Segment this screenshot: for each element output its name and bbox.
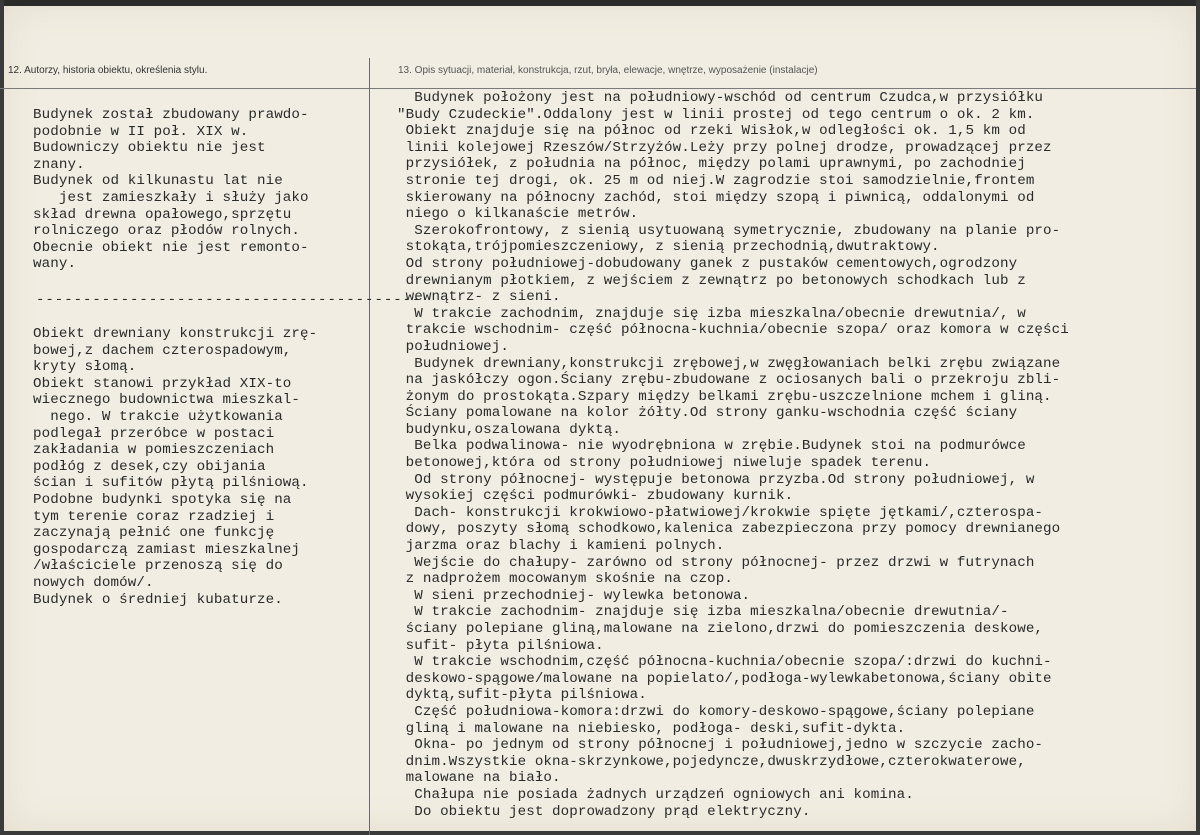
text-line: W trakcie zachodnim- znajduje się izba mieszkalna/obecnie drewutnia/- — [397, 604, 1009, 621]
text-line: Budynek o średniej kubaturze. — [33, 591, 283, 608]
scan-border-bottom — [0, 831, 1200, 835]
text-line: podłóg z desek,czy obijania — [33, 458, 266, 475]
scan-border-right — [1196, 0, 1200, 835]
text-line: W trakcie wschodnim,część północna-kuchnia/obecnie szopa/:drzwi do kuchni- — [397, 654, 1052, 671]
text-line: Okna- po jednym od strony północnej i południowej,jedno w szczycie zacho- — [397, 737, 1044, 754]
text-line: żonym do prostokąta.Szpary między belkami zrębu-uszczelnione mchem i gliną. — [397, 388, 1052, 405]
description-text — [397, 90, 1069, 820]
text-line: Obiekt drewniany konstrukcji zrę- — [33, 326, 318, 342]
text-line: dnim.Wszystkie okna-skrzynkowe,pojedyncze,dwuskrzydłowe,czterokwaterowe, — [397, 753, 1026, 770]
text-line: wiecznego budownictwa mieszkal- — [33, 392, 301, 409]
text-line: betonowej,która od strony południowej niweluje spadek terenu. — [397, 455, 932, 472]
text-line: drewnianym płotkiem, z wejściem z zewnątrz po betonowych schodkach lub z — [397, 272, 1026, 289]
text-line: kryty słomą. — [33, 359, 137, 376]
text-line: sufit- płyta pilśniowa. — [397, 637, 604, 654]
text-line: budynku,oszalowana dyktą. — [397, 421, 621, 438]
text-line: Belka podwalinowa- nie wyodrębniona w zrębie.Budynek stoi na podmurówce — [397, 438, 1026, 455]
text-line: Obiekt stanowi przykład XIX-to — [33, 375, 292, 392]
text-line: jest zamieszkały i służy jako — [33, 189, 309, 206]
text-line: Budynek drewniany,konstrukcji zrębowej,w zwęgłowaniach belki zrębu związane — [397, 355, 1061, 372]
text-line: stronie tej drogi, ok. 25 m od niej.W zagrodzie stoi samodzielnie,frontem — [397, 172, 1035, 189]
header-rule — [0, 88, 1196, 89]
text-line: wysokiej części podmurówki- zbudowany kurnik. — [397, 488, 794, 505]
text-line: przysiółek, z południa na północ, między polami uprawnymi, po zachodniej — [397, 156, 1026, 173]
text-line: gliną i malowane na niebiesko, podłoga- deski,sufit-dykta. — [397, 720, 906, 737]
text-line: dowy, poszyty słomą schodkowo,kalenica zabezpieczona przy pomocy drewnianego — [397, 521, 1061, 538]
text-line: ściany polepiane gliną,malowane na zielono,drzwi do pomieszczenia deskowe, — [397, 621, 1044, 637]
text-line: deskowo-spągowe/malowane na popielato/,podłoga-wylewkabetonowa,ściany obite — [397, 670, 1052, 687]
text-line: skierowany na północny zachód, stoi między szopą i piwnicą, oddalonymi od — [397, 189, 1035, 206]
text-line: Obecnie obiekt nie jest remonto- — [33, 239, 309, 256]
text-line: Obiekt znajduje się na północ od rzeki Wisłok,w odległości ok. 1,5 km od — [397, 123, 1026, 140]
text-line: Wejście do chałupy- zarówno od strony północnej- przez drzwi w futrynach — [397, 554, 1035, 571]
text-line: niego o kilkanaście metrów. — [397, 206, 639, 223]
text-line: linii kolejowej Rzeszów/Strzyżów.Leży przy polnej drodze, prowadzącej przez — [397, 139, 1052, 156]
text-line: Chałupa nie posiada żadnych urządzeń ogniowych ani komina. — [397, 786, 914, 803]
text-line: zaczynają pełnić one funkcję — [33, 525, 275, 542]
text-line: Od strony południowej-dobudowany ganek z pustaków cementowych,ogrodzony — [397, 255, 1018, 272]
text-line: /właściciele przenoszą się do — [33, 558, 283, 575]
text-line: nego. W trakcie użytkowania — [33, 408, 283, 425]
section-13-header: 13. Opis sytuacji, materiał, konstrukcja, rzut, bryła, elewacje, wnętrze, wyposażenie (instalacje) — [398, 65, 818, 76]
text-line: dyktą,sufit-płyta pilśniowa. — [397, 687, 647, 704]
text-line: malowane na biało. — [397, 770, 561, 787]
text-line: podlegał przeróbce w postaci — [33, 425, 275, 442]
text-line: południowej. — [397, 338, 509, 355]
text-line: Dach- konstrukcji krokwiowo-płatwiowej/krokwie spięte jętkami/,czterospa- — [397, 504, 1044, 521]
text-line: podobnie w II poł. XIX w. — [33, 123, 249, 140]
text-line: W sieni przechodniej- wylewka betonowa. — [397, 587, 751, 604]
text-line: trakcie wschodnim- część północna-kuchnia/obecnie szopa/ oraz komora w części — [397, 322, 1069, 339]
text-line: gospodarczą zamiast mieszkalnej — [33, 541, 301, 558]
text-line: "Budy Czudeckie".Oddalony jest w linii prostej od tego centrum o ok. 2 km. — [397, 106, 1035, 123]
text-line: Budynek położony jest na południowy-wschód od centrum Czudca,w przysiółku — [397, 90, 1044, 106]
text-line: Ściany pomalowane na kolor żółty.Od strony ganku-wschodnia część ściany — [397, 405, 1018, 422]
text-line: na jaskółczy ogon.Ściany zrębu-zbudowane z ociosanych bali o przekroju zbli- — [397, 372, 1061, 389]
text-line: jarzma oraz blachy i kamieni polnych. — [397, 538, 725, 555]
scan-border-left — [0, 0, 4, 835]
text-line: wany. — [33, 256, 77, 273]
text-line: Budynek został zbudowany prawdo- — [33, 107, 309, 123]
section-12-header: 12. Autorzy, historia obiektu, określenia stylu. — [8, 65, 208, 76]
text-line: znany. — [33, 156, 85, 173]
text-line: W trakcie zachodnim, znajduje się izba mieszkalna/obecnie drewutnia/, w — [397, 305, 1026, 322]
text-line: skład drewna opałowego,sprzętu — [33, 206, 292, 223]
text-line: rolniczego oraz płodów rolnych. — [33, 223, 301, 240]
text-line: Szerokofrontowy, z sienią usytuowaną symetrycznie, zbudowany na planie pro- — [397, 222, 1061, 239]
text-line: Podobne budynki spotyka się na — [33, 491, 292, 508]
column-divider — [369, 58, 370, 835]
text-line: Do obiektu jest doprowadzony prąd elektryczny. — [397, 803, 811, 820]
style-text — [33, 326, 317, 608]
dashed-separator: ----------------------------------------- — [36, 292, 422, 308]
text-line: bowej,z dachem czterospadowym, — [33, 342, 292, 359]
text-line: Od strony północnej- występuje betonowa przyzba.Od strony południowej, w — [397, 471, 1035, 488]
history-text — [33, 107, 309, 273]
text-line: zakładania w pomieszczeniach — [33, 442, 275, 459]
text-line: tym terenie coraz rzadziej i — [33, 508, 275, 525]
text-line: ścian i sufitów płytą pilśniową. — [33, 475, 309, 492]
text-line: nowych domów/. — [33, 574, 154, 591]
text-line: stokąta,trójpomieszczeniowy, z sienią przechodnią,dwutraktowy. — [397, 239, 940, 256]
text-line: wewnątrz- z sieni. — [397, 289, 561, 306]
text-line: z nadprożem mocowanym skośnie na czop. — [397, 571, 733, 588]
text-line: Budynek od kilkunastu lat nie — [33, 173, 283, 190]
text-line: Część południowa-komora:drzwi do komory-deskowo-spągowe,ściany polepiane — [397, 703, 1035, 720]
text-line: Budowniczy obiektu nie jest — [33, 140, 266, 157]
scan-border-top — [0, 0, 1200, 6]
